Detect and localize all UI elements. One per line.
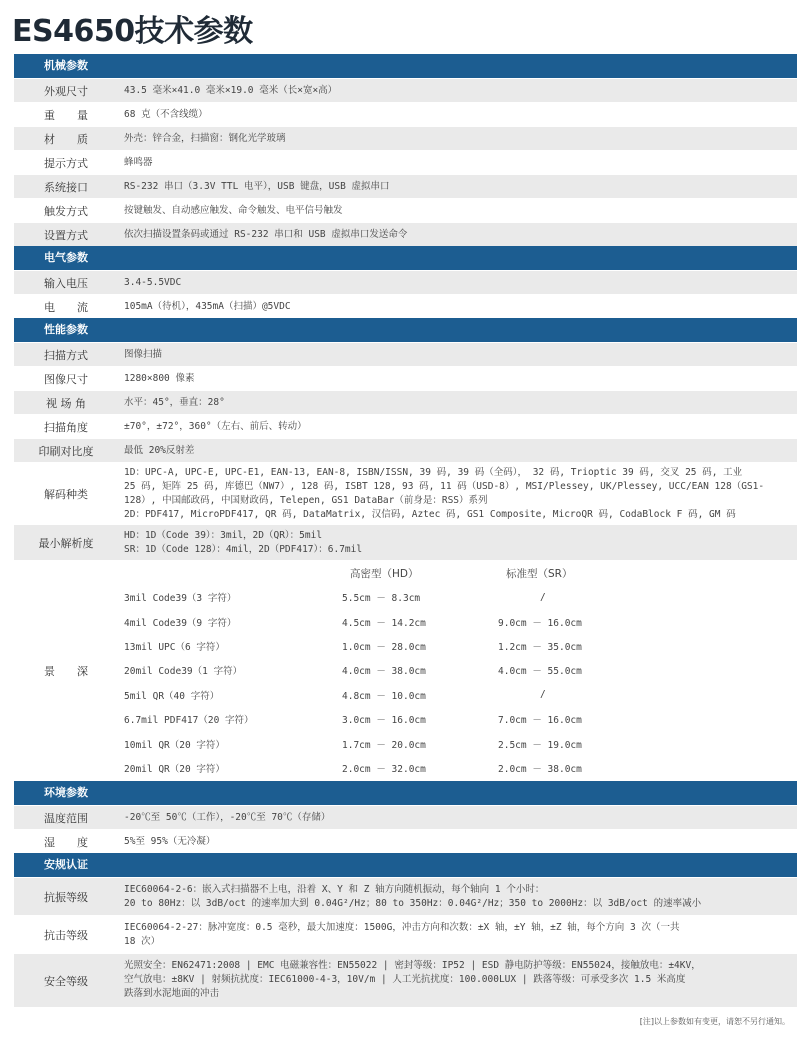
decode-line: 1D：UPC-A, UPC-E, UPC-E1, EAN-13, EAN-8, ISBN/ISSN, 39 码, 39 码（全码）， 32 码, Trioptic 39 码, 交叉 25 码, 工业	[124, 467, 743, 478]
spec-row	[14, 294, 797, 318]
depth-code: 3mil Code39（3 字符）	[124, 593, 237, 605]
spec-value-decode	[118, 463, 797, 524]
depth-code: 5mil QR（40 字符）	[124, 690, 220, 702]
depth-hd: 4.5cm － 14.2cm	[342, 617, 426, 629]
spec-row	[14, 414, 797, 438]
spec-label: 最小解析度	[38, 536, 94, 550]
depth-hd: 4.8cm － 10.0cm	[342, 690, 426, 702]
depth-row	[124, 585, 797, 609]
section-header-electrical: 电气参数	[14, 246, 797, 270]
depth-table	[118, 561, 797, 781]
depth-row	[124, 707, 797, 731]
depth-code: 20mil QR（20 字符）	[124, 763, 225, 775]
depth-row	[124, 731, 797, 755]
depth-row	[124, 634, 797, 658]
spec-value: 1280×800 像素	[124, 372, 195, 384]
spec-row	[14, 126, 797, 150]
spec-value-safety	[118, 954, 797, 1007]
spec-label: 触发方式	[44, 204, 88, 218]
shock-line: IEC60064-2-27：脉冲宽度：0.5 毫秒，最大加速度：1500G，冲击方向和次数：±X 轴，±Y 轴，±Z 轴，每个方向 3 次（一共	[124, 922, 680, 933]
depth-hd: 1.0cm － 28.0cm	[342, 641, 426, 653]
spec-label: 安全等级	[44, 974, 88, 988]
spec-label: 图像尺寸	[44, 372, 88, 386]
spec-label: 景 深	[44, 665, 88, 678]
spec-label: 抗振等级	[44, 890, 88, 904]
spec-label: 设置方式	[44, 228, 88, 242]
safety-line: 跌落到水泥地面的冲击	[124, 988, 220, 999]
spec-label: 印刷对比度	[38, 444, 94, 458]
spec-value: 外壳：锌合金，扫描窗：钢化光学玻璃	[124, 132, 286, 144]
depth-row	[124, 683, 797, 707]
spec-value: 水平：45°，垂直：28°	[124, 396, 225, 408]
spec-label: 外观尺寸	[44, 84, 88, 98]
spec-row	[14, 342, 797, 366]
spec-value: 图像扫描	[124, 348, 163, 360]
spec-label: 扫描方式	[44, 348, 88, 362]
decode-line: 128）, 中国邮政码, 中国财政码, Telepen, GS1 DataBar（前身是：RSS）系列	[124, 495, 488, 506]
safety-line: 空气放电：±8KV | 射频抗扰度：IEC61000-4-3，10V/m | 人工光抗扰度：100.000LUX | 跌落等级：可承受多次 1.5 米高度	[124, 974, 686, 985]
spec-label: 扫描角度	[44, 420, 88, 434]
depth-sr: 4.0cm － 55.0cm	[498, 666, 582, 678]
spec-value: 43.5 毫米×41.0 毫米×19.0 毫米（长×宽×高）	[124, 84, 338, 96]
decode-line: 2D：PDF417, MicroPDF417, QR 码, DataMatrix, 汉信码, Aztec 码, GS1 Composite, MicroQR 码, CodaBlock F 码, GM 码	[124, 509, 736, 520]
spec-value: ±70°，±72°，360°（左右、前后、转动）	[124, 420, 307, 432]
spec-value-shock	[118, 916, 797, 953]
depth-code: 10mil QR（20 字符）	[124, 739, 225, 751]
section-header-compliance: 安规认证	[14, 853, 797, 877]
spec-label: 电 流	[44, 300, 88, 314]
safety-line: 光照安全：EN62471:2008 | EMC 电磁兼容性：EN55022 | 密封等级：IP52 | ESD 静电防护等级：EN55024，接触放电：±4KV，	[124, 960, 701, 971]
spec-row	[14, 222, 797, 246]
spec-row	[14, 150, 797, 174]
spec-value: 68 克（不含线缆）	[124, 108, 208, 120]
spec-label: 视 场 角	[46, 396, 86, 410]
spec-row-safety	[14, 953, 797, 1007]
footnote: [注]以上参数如有变更，请恕不另行通知。	[639, 1017, 790, 1026]
spec-row	[14, 270, 797, 294]
spec-label: 材 质	[44, 132, 88, 146]
spec-label: 湿 度	[44, 835, 88, 849]
depth-row	[124, 756, 797, 780]
spec-row	[14, 390, 797, 414]
depth-hd: 4.0cm － 38.0cm	[342, 666, 426, 678]
vibration-line: 20 to 80Hz：以 3dB/oct 的速率加大到 0.04G²/Hz；80 to 350Hz：0.04G²/Hz；350 to 2000Hz：以 3dB/oct 的速率减小	[124, 898, 702, 909]
spec-row	[14, 829, 797, 853]
depth-code: 4mil Code39（9 字符）	[124, 617, 237, 629]
resolution-line: HD：1D（Code 39）：3mil，2D（QR）：5mil	[124, 530, 323, 541]
depth-sr: 2.5cm － 19.0cm	[498, 739, 582, 751]
depth-sr: 7.0cm － 16.0cm	[498, 715, 582, 727]
section-header-performance: 性能参数	[14, 318, 797, 342]
depth-col-hd: 高密型（HD）	[350, 567, 419, 580]
resolution-line: SR：1D（Code 128）：4mil，2D（PDF417）：6.7mil	[124, 544, 363, 555]
depth-col-sr: 标准型（SR）	[506, 567, 573, 580]
spec-row	[14, 102, 797, 126]
spec-row-vibration	[14, 877, 797, 915]
page-title: ES4650技术参数	[12, 14, 253, 49]
vibration-line: IEC60064-2-6：嵌入式扫描器不上电，沿着 X、Y 和 Z 轴方向随机振动，每个轴向 1 个小时：	[124, 884, 545, 895]
spec-value-vibration	[118, 878, 797, 915]
spec-row	[14, 174, 797, 198]
spec-label: 输入电压	[44, 276, 88, 290]
depth-code: 13mil UPC（6 字符）	[124, 641, 225, 653]
shock-line: 18 次）	[124, 936, 161, 947]
spec-label: 重 量	[44, 108, 88, 122]
spec-row	[14, 366, 797, 390]
spec-row-resolution	[14, 524, 797, 560]
section-header-mechanical: 机械参数	[14, 54, 797, 78]
spec-value: 按键触发、自动感应触发、命令触发、电平信号触发	[124, 204, 343, 216]
depth-hd: 2.0cm － 32.0cm	[342, 763, 426, 775]
depth-hd: 1.7cm － 20.0cm	[342, 739, 426, 751]
spec-label: 提示方式	[44, 156, 88, 170]
depth-row	[124, 609, 797, 633]
section-header-environment: 环境参数	[14, 781, 797, 805]
spec-value: 最低 20%反射差	[124, 444, 195, 456]
spec-value: 5%至 95%（无冷凝）	[124, 835, 216, 847]
spec-label: 抗击等级	[44, 928, 88, 942]
spec-row	[14, 438, 797, 462]
depth-header-row	[124, 561, 797, 585]
spec-row-decode	[14, 462, 797, 524]
depth-code: 20mil Code39（1 字符）	[124, 666, 243, 678]
spec-row	[14, 78, 797, 102]
decode-line: 25 码, 矩阵 25 码, 库德巴（NW7）, 128 码, ISBT 128, 93 码, 11 码（USD-8）, MSI/Plessey, UK/Plessey, UCC/EAN 128（GS1-	[124, 481, 765, 492]
spec-label: 温度范围	[44, 811, 88, 825]
spec-value: 蜂鸣器	[124, 156, 153, 168]
depth-hd: 3.0cm － 16.0cm	[342, 715, 426, 727]
spec-table	[14, 54, 797, 1007]
depth-sr: 9.0cm － 16.0cm	[498, 617, 582, 629]
spec-row-shock	[14, 915, 797, 953]
depth-sr: /	[540, 689, 546, 701]
spec-value: 105mA（待机），435mA（扫描）@5VDC	[124, 300, 291, 312]
spec-value-resolution	[118, 525, 797, 560]
spec-value: 依次扫描设置条码或通过 RS-232 串口和 USB 虚拟串口发送命令	[124, 228, 408, 240]
depth-sr: /	[540, 591, 546, 603]
depth-code: 6.7mil PDF417（20 字符）	[124, 715, 254, 727]
spec-label: 系统接口	[44, 180, 88, 194]
depth-sr: 1.2cm － 35.0cm	[498, 641, 582, 653]
spec-label: 解码种类	[44, 487, 88, 501]
depth-row	[124, 658, 797, 682]
spec-value: 3.4-5.5VDC	[124, 276, 182, 288]
spec-row	[14, 805, 797, 829]
depth-hd: 5.5cm － 8.3cm	[342, 593, 421, 605]
spec-value: RS-232 串口（3.3V TTL 电平），USB 键盘，USB 虚拟串口	[124, 180, 390, 192]
spec-row	[14, 198, 797, 222]
depth-sr: 2.0cm － 38.0cm	[498, 763, 582, 775]
spec-row-depth	[14, 560, 797, 781]
spec-value: -20℃至 50℃（工作），-20℃至 70℃（存储）	[124, 811, 331, 823]
